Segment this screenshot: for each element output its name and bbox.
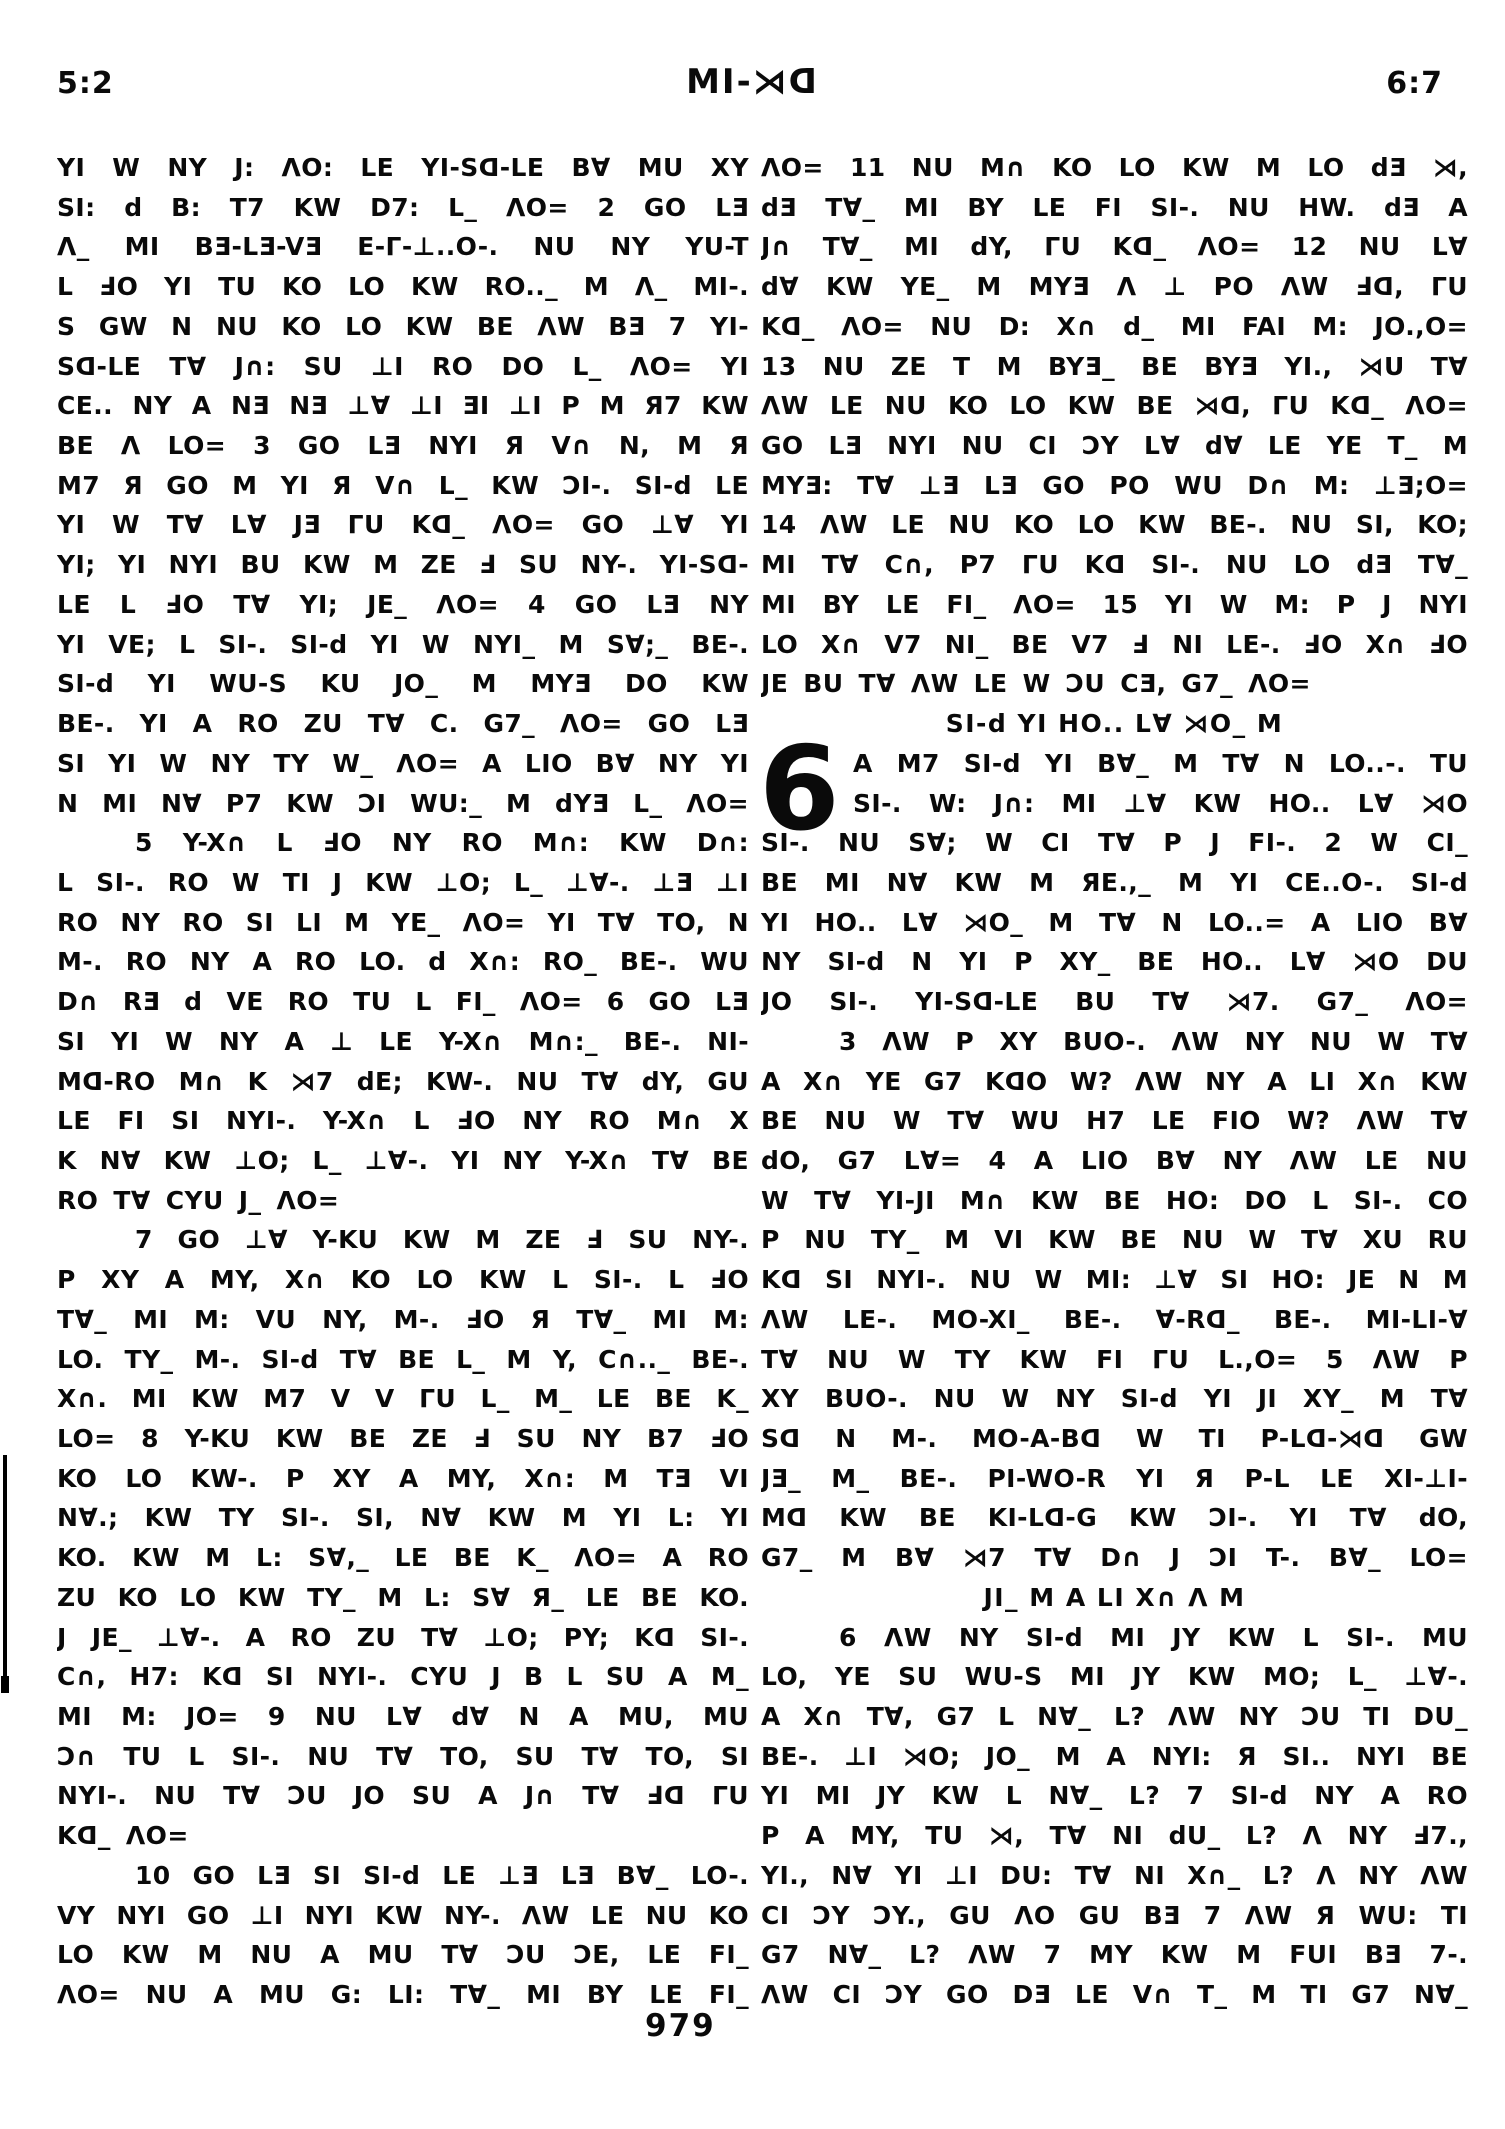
text-line: YI W NY J: ΛO: LE YI-Sᗡ-LE B∀ MU XY (57, 153, 749, 182)
text-line: SI YI W NY A ⊥ LE Y-X∩ M∩:_ BE-. NI- (57, 1026, 749, 1056)
text-line: D∩ RƎ d VE RO TU L FI_ ΛO= 6 GO LƎ (57, 987, 749, 1017)
text-line: d∀ KW YE_ M MYƎ Λ ⊥ PO ΛW Ⅎᗡ, ΓU (761, 272, 1468, 302)
text-line: L SI-. RO W TI J KW ⊥O; L_ ⊥∀-. ⊥Ǝ ⊥I (57, 867, 749, 897)
text-line: P A MY, TU ⋊, T∀ NI dU_ L? Λ NY Ⅎ7., (761, 1821, 1468, 1851)
text-line: 10 GO LƎ SI SI-d LE ⊥Ǝ LƎ B∀_ LO-. (135, 1860, 749, 1890)
section-heading: JI_ M A LI X∩ Λ M (983, 1582, 1246, 1612)
text-column-right (761, 148, 1468, 2015)
text-line: SI-. NU S∀; W CI T∀ P J FI-. 2 W CI_ (761, 828, 1468, 858)
text-line: LO, YE SU WU-S MI JY KW MO; L_ ⊥∀-. (761, 1662, 1468, 1692)
print-artifact-line (3, 1455, 7, 1683)
text-line: MI BY LE FI_ ΛO= 15 YI W M: P J NYI (761, 589, 1468, 619)
text-line: BE-. YI A RO ZU T∀ C. G7_ ΛO= GO LƎ (57, 709, 749, 739)
text-line: ΛO= 11 NU M∩ KO LO KW M LO dƎ ⋊, (761, 153, 1468, 182)
text-line: ΛW LE-. MO-XI_ BE-. ∀-Rᗡ_ BE-. MI-LI-∀ (761, 1304, 1468, 1334)
text-line: VY NYI GO ⊥I NYI KW NY-. ΛW LE NU KO (57, 1900, 749, 1930)
text-line: S GW N NU KO LO KW BE ΛW BƎ 7 YI- (57, 311, 749, 341)
text-line: BE NU W T∀ WU H7 LE FIO W? ΛW T∀ (761, 1106, 1468, 1136)
text-line: W T∀ YI-JI M∩ KW BE HO: DO L SI-. CO (761, 1185, 1468, 1215)
text-line: SI-. W: J∩: MI ⊥∀ KW HO.. L∀ ⋊O (853, 788, 1468, 818)
text-line: LO KW M NU A MU T∀ ƆU ƆE, LE FI_ (57, 1940, 749, 1970)
text-line: A X∩ T∀, G7 L N∀_ L? ΛW NY ƆU TI DU_ (761, 1702, 1468, 1732)
print-artifact-blob (1, 1676, 9, 1693)
text-line: MI T∀ C∩, P7 ΓU Kᗡ SI-. NU LO dƎ T∀_ (761, 550, 1468, 580)
text-line: T∀ NU W TY KW FI ΓU L.,O= 5 ΛW P (761, 1344, 1468, 1374)
text-line: NY SI-d N YI P XY_ BE HO.. L∀ ⋊O DU (761, 947, 1468, 977)
text-line: ΛO= NU A MU G: LI: T∀_ MI BY LE FI_ (57, 1980, 749, 2010)
text-column-left (57, 148, 749, 2015)
text-line: Sᗡ-LE T∀ J∩: SU ⊥I RO DO L_ ΛO= YI (57, 351, 749, 381)
text-line: YI HO.. L∀ ⋊O_ M T∀ N LO..= A LIO B∀ (761, 907, 1468, 937)
text-line: ZU KO LO KW TY_ M L: S∀ Я_ LE BE KO. (57, 1582, 749, 1612)
text-line: YI., N∀ YI ⊥I DU: T∀ NI X∩_ L? Λ NY ΛW (761, 1860, 1468, 1890)
text-line: SI-d YI WU-S KU JO_ M MYƎ DO KW (57, 669, 749, 699)
text-line: LE L ℲO T∀ YI; JE_ ΛO= 4 GO LƎ NY (57, 589, 749, 619)
text-line: JE BU T∀ ΛW LE W ƆU CƎ, G7_ ΛO= (761, 669, 1311, 699)
text-line: G7 N∀_ L? ΛW 7 MY KW M FUI BƎ 7-. (761, 1940, 1468, 1970)
text-line: YI MI JY KW L N∀_ L? 7 SI-d NY A RO (761, 1781, 1468, 1811)
text-line: 13 NU ZE T M BYƎ_ BE BYƎ YI., ⋊U T∀ (761, 351, 1468, 381)
text-line: JƎ_ M_ BE-. PI-WO-R YI Я P-L LE XI-⊥I- (761, 1463, 1468, 1493)
text-line: JO SI-. YI-Sᗡ-LE BU T∀ ⋊7. G7_ ΛO= (761, 987, 1468, 1017)
text-line: YI; YI NYI BU KW M ZE Ⅎ SU NY-. YI-Sᗡ- (57, 550, 749, 580)
text-line: dO, G7 L∀= 4 A LIO B∀ NY ΛW LE NU (761, 1145, 1468, 1175)
running-head-left-reference: 5:2 (57, 66, 114, 101)
text-line: Ɔ∩ TU L SI-. NU T∀ TO, SU T∀ TO, SI (57, 1741, 749, 1771)
text-line: KO LO KW-. P XY A MY, X∩: M TƎ VI (57, 1463, 749, 1493)
text-line: L ℲO YI TU KO LO KW RO.._ M Λ_ MI-. (57, 272, 749, 302)
text-line: G7_ M B∀ ⋊7 T∀ D∩ J ƆI T-. B∀_ LO= (761, 1543, 1468, 1573)
text-line: LE FI SI NYI-. Y-X∩ L ℲO NY RO M∩ X (57, 1106, 749, 1136)
running-head-book-title: MI-⋊ᗡ (686, 62, 819, 102)
text-line: NYI-. NU T∀ ƆU JO SU A J∩ T∀ Ⅎᗡ ΓU (57, 1781, 749, 1811)
section-heading: SI-d YI HO.. L∀ ⋊O_ M (945, 709, 1284, 739)
text-line: CE.. NY A NƎ NƎ ⊥∀ ⊥I ƎI ⊥I P M Я7 KW (57, 391, 749, 421)
text-line: YI W T∀ L∀ JƎ ΓU Kᗡ_ ΛO= GO ⊥∀ YI (57, 510, 749, 540)
running-head-right-reference: 6:7 (1386, 66, 1443, 101)
text-line: MYƎ: T∀ ⊥Ǝ LƎ GO PO WU D∩ M: ⊥Ǝ;O= (761, 470, 1468, 500)
text-line: Mᗡ-RO M∩ K ⋊7 dE; KW-. NU T∀ dY, GU (57, 1066, 749, 1096)
text-line: P XY A MY, X∩ KO LO KW L SI-. L ℲO (57, 1265, 749, 1295)
text-line: A M7 SI-d YI B∀_ M T∀ N LO..-. TU (853, 748, 1468, 778)
text-line: KO. KW M L: S∀,_ LE BE K_ ΛO= A RO (57, 1543, 749, 1573)
text-line: GO LƎ NYI NU CI ƆY L∀ d∀ LE YE T_ M (761, 431, 1468, 461)
text-line: LO X∩ V7 NI_ BE V7 Ⅎ NI LE-. ℲO X∩ ℲO (761, 629, 1468, 659)
text-line: N∀.; KW TY SI-. SI, N∀ KW M YI L: YI (57, 1503, 749, 1533)
text-line: ΛW CI ƆY GO DƎ LE V∩ T_ M TI G7 N∀_ (761, 1980, 1468, 2010)
text-line: P NU TY_ M VI KW BE NU W T∀ XU RU (761, 1225, 1468, 1255)
text-line: BE MI N∀ KW M ЯE.,_ M YI CE..O-. SI-d (761, 867, 1468, 897)
text-line: J∩ T∀_ MI dY, ΓU Kᗡ_ ΛO= 12 NU L∀ (761, 232, 1468, 262)
text-line: 14 ΛW LE NU KO LO KW BE-. NU SI, KO; (761, 510, 1468, 540)
text-line: A X∩ YE G7 KᗡO W? ΛW NY A LI X∩ KW (761, 1066, 1468, 1096)
text-line: 5 Y-X∩ L ℲO NY RO M∩: KW D∩: (135, 828, 749, 858)
text-line: N MI N∀ P7 KW ƆI WU:_ M dYƎ L_ ΛO= (57, 788, 749, 818)
text-line: X∩. MI KW M7 V V ΓU L_ M_ LE BE K_ (57, 1384, 749, 1414)
text-line: Sᗡ N M-. MO-A-Bᗡ W TI P-Lᗡ-⋊ᗡ GW (761, 1424, 1468, 1453)
text-line: 7 GO ⊥∀ Y-KU KW M ZE Ⅎ SU NY-. (135, 1225, 749, 1255)
text-line: Kᗡ SI NYI-. NU W MI: ⊥∀ SI HO: JE N M (761, 1265, 1468, 1295)
text-line: ΛW LE NU KO LO KW BE ⋊ᗡ, ΓU Kᗡ_ ΛO= (761, 391, 1468, 421)
text-line: C∩, H7: Kᗡ SI NYI-. CYU J B L SU A M_ (57, 1662, 749, 1692)
text-line: dƎ T∀_ MI BY LE FI SI-. NU HW. dƎ A (761, 192, 1468, 222)
chapter-number-dropcap: 6 (759, 721, 840, 857)
text-line: LO. TY_ M-. SI-d T∀ BE L_ M Y, C∩.._ BE-. (57, 1344, 749, 1374)
text-line: T∀_ MI M: VU NY, M-. ℲO Я T∀_ MI M: (57, 1304, 749, 1334)
text-line: M7 Я GO M YI Я V∩ L_ KW ƆI-. SI-d LE (57, 470, 749, 500)
text-line: 6 ΛW NY SI-d MI JY KW L SI-. MU (839, 1622, 1468, 1652)
text-line: RO NY RO SI LI M YE_ ΛO= YI T∀ TO, N (57, 907, 749, 937)
text-line: CI ƆY ƆY., GU ΛO GU BƎ 7 ΛW Я WU: TI (761, 1900, 1468, 1930)
text-line: K N∀ KW ⊥O; L_ ⊥∀-. YI NY Y-X∩ T∀ BE (57, 1145, 749, 1175)
text-line: SI: d B: T7 KW D7: L_ ΛO= 2 GO LƎ (57, 192, 749, 222)
text-line: Λ_ MI BƎ-LƎ-VƎ E-Γ-⊥..O-. NU NY YU-T (57, 232, 749, 262)
text-line: J JE_ ⊥∀-. A RO ZU T∀ ⊥O; PY; Kᗡ SI-. (57, 1622, 749, 1652)
text-line: MI M: JO= 9 NU L∀ d∀ N A MU, MU (57, 1702, 749, 1732)
text-line: SI YI W NY TY W_ ΛO= A LIO B∀ NY YI (57, 748, 749, 778)
text-line: YI VE; L SI-. SI-d YI W NYI_ M S∀;_ BE-. (57, 629, 749, 659)
text-line: Kᗡ_ ΛO= (57, 1821, 189, 1851)
text-line: XY BUO-. NU W NY SI-d YI JI XY_ M T∀ (761, 1384, 1468, 1414)
text-line: BE-. ⊥I ⋊O; JO_ M A NYI: Я SI.. NYI BE (761, 1741, 1468, 1771)
page-number: 979 (645, 2008, 716, 2044)
text-line: Mᗡ KW BE KI-Lᗡ-G KW ƆI-. YI T∀ dO, (761, 1503, 1468, 1533)
text-line: 3 ΛW P XY BUO-. ΛW NY NU W T∀ (839, 1026, 1468, 1056)
text-line: Kᗡ_ ΛO= NU D: X∩ d_ MI FAI M: JO.,O= (761, 311, 1468, 341)
text-line: BE Λ LO= 3 GO LƎ NYI Я V∩ N, M Я (57, 431, 749, 461)
text-line: M-. RO NY A RO LO. d X∩: RO_ BE-. WU (57, 947, 749, 977)
text-line: LO= 8 Y-KU KW BE ZE Ⅎ SU NY B7 ℲO (57, 1424, 749, 1453)
text-line: RO T∀ CYU J_ ΛO= (57, 1185, 340, 1215)
